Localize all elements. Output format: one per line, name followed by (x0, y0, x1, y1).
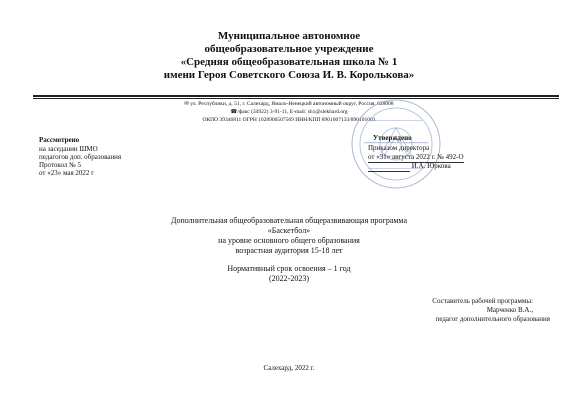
program-line-5: Нормативный срок освоения – 1 год (227, 264, 351, 273)
school-title-line-2: общеобразовательное учреждение (204, 43, 374, 55)
contact-address: ✉ ул. Республики, д. 51, г. Салехард, Ямало-Ненецкий автономный округ, Россия, 628008 (184, 101, 394, 107)
program-line-2: «Баскетбол» (267, 226, 311, 235)
program-line-1: Дополнительная общеобразовательная общеразвивающая программа (171, 216, 407, 225)
right-block-line-2: от «31» августа 2022 г. № 492-О (368, 153, 464, 161)
envelope-icon: ✉ (184, 101, 189, 107)
author-line-1: Составитель рабочей программы: (432, 297, 533, 305)
right-block-heading: Утверждено (373, 134, 412, 142)
author-line-2: Марченко В.А., (486, 306, 533, 314)
phone-icon: ☎ (230, 109, 238, 115)
header-rule-thick (33, 95, 559, 97)
right-block-line-3: И.А. Юркова (368, 162, 451, 172)
footer-city-year: Салехард, 2022 г. (263, 364, 315, 372)
program-line-3: на уровне основного общего образования (218, 236, 360, 245)
signature-line (368, 162, 410, 172)
school-title-line-3: «Средняя общеобразовательная школа № 1 (180, 56, 398, 68)
left-block-heading: Рассмотрено (39, 136, 80, 144)
left-block-line-2: педагогов доп. образования (39, 153, 122, 161)
left-block-line-1: на заседании ШМО (39, 145, 98, 153)
contact-codes: ОКПО 39346811 ОГРН 1028900507569 ИНН/КПП 8901007133/890101001 (202, 117, 376, 123)
left-block-line-3: Протокол № 5 (39, 161, 82, 169)
author-line-3: педагог дополнительного образования (435, 315, 550, 323)
left-block-line-4: от «23» мая 2022 г (39, 169, 95, 177)
school-title-line-4: имени Героя Советского Союза И. В. Королькова» (163, 69, 415, 81)
header-rule-thin (33, 98, 559, 99)
school-title-line-1: Муниципальное автономное (217, 30, 361, 42)
program-line-6: (2022-2023) (269, 274, 309, 283)
program-line-4: возрастная аудитория 15-18 лет (235, 246, 343, 255)
right-block-line-1: Приказом директора (368, 144, 430, 152)
contact-phone: ☎/факс (34922) 3-91-11, E-mail: sh1@slekhard.org (230, 109, 348, 115)
